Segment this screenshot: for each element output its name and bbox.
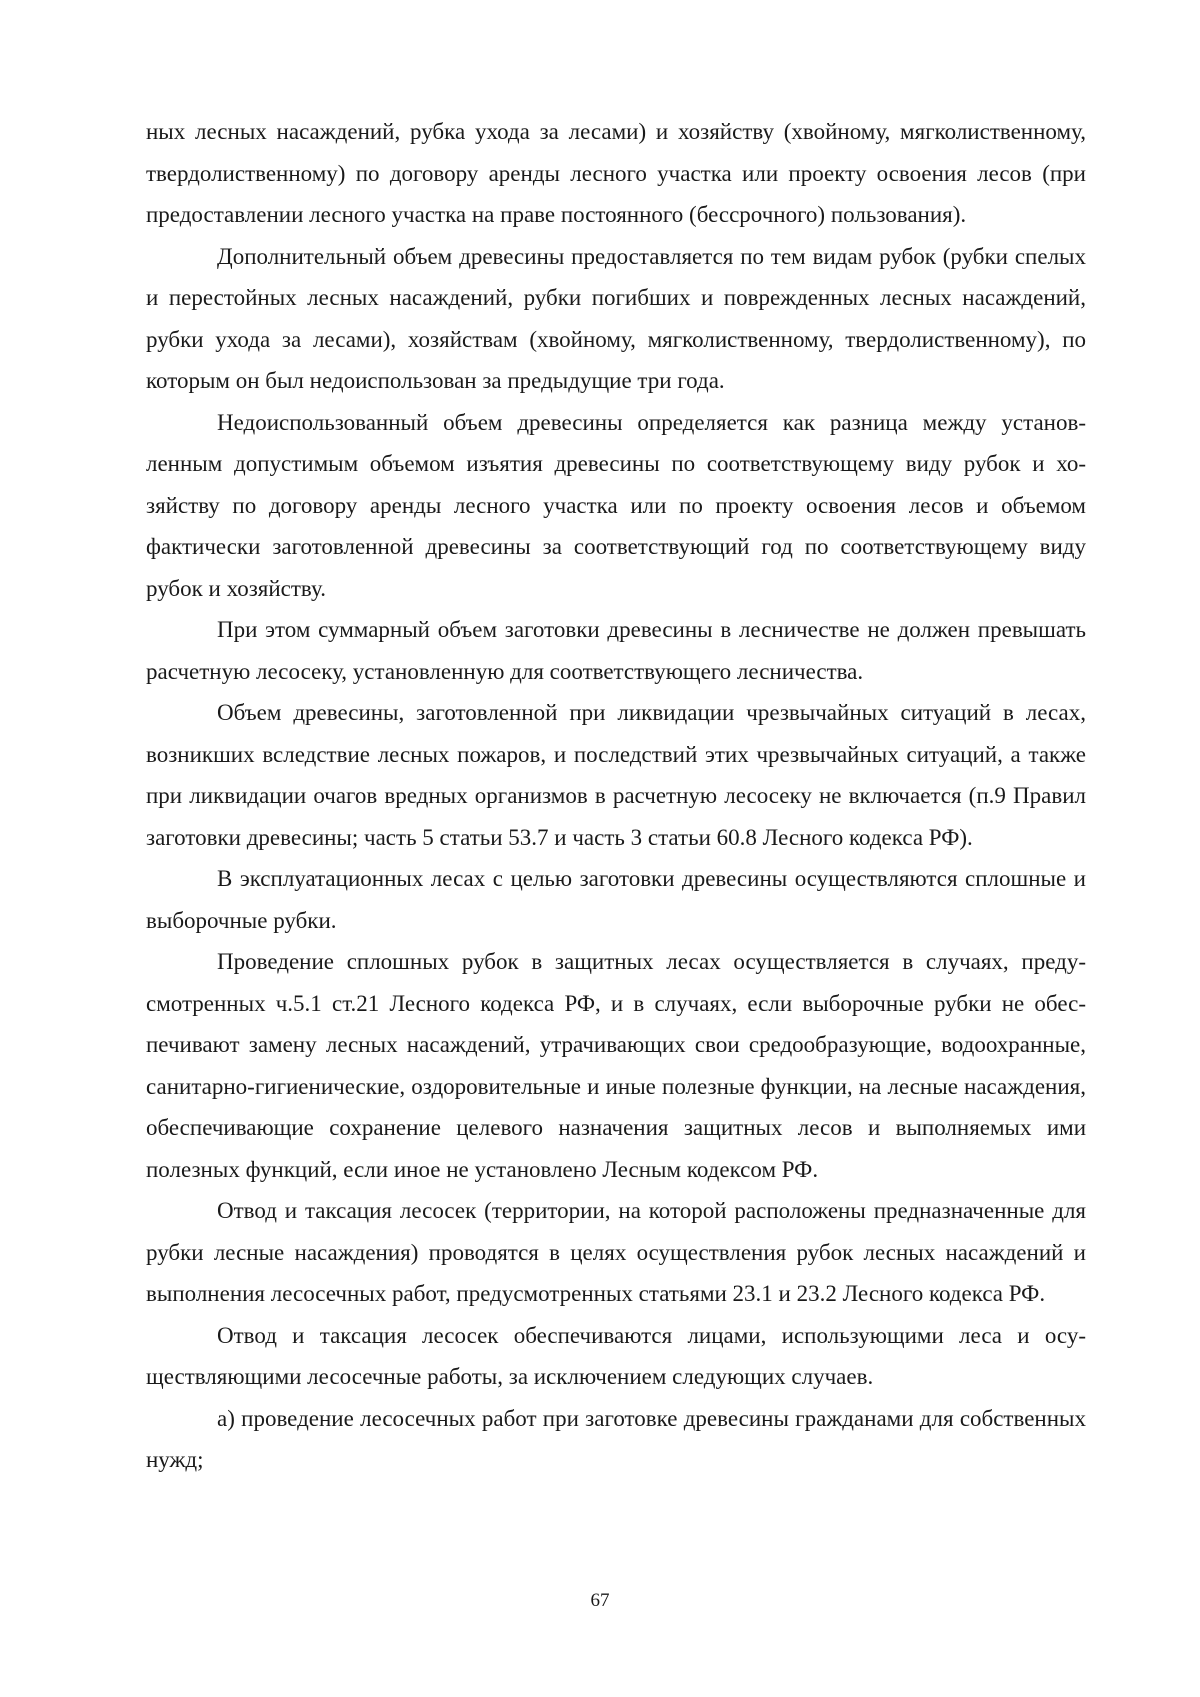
paragraph-6: В эксплуатационных лесах с целью заготовки древесины осуществляются сплошные и выборочные рубки. <box>146 866 1086 933</box>
paragraph-3: Недоиспользованный объем древесины определяется как разница между установленным допустимым объемом изъятия древесины по соответствующему виду рубок и хозяйству по договору аренды лесного участка или по проекту освоения лесов и объемом фактически заготовленной древесины за соответствующий год по соответствующему виду рубок и хозяйству. <box>146 409 1086 601</box>
paragraph-10: а) проведение лесосечных работ при заготовке древесины гражданами для собственных нужд; <box>146 1405 1086 1472</box>
paragraph-5: Объем древесины, заготовленной при ликвидации чрезвычайных ситуаций в лесах, возникших вследствие лесных пожаров, и последствий этих чрезвычайных ситуаций, а также при ликвидации очагов вредных организмов в расчетную лесосеку не включается (п.9 Правил заготовки древесины; часть 5 статьи 53.7 и часть 3 статьи 60.8 Лесного кодекса РФ). <box>146 700 1086 850</box>
paragraph-9: Отвод и таксация лесосек обеспечиваются лицами, использующими леса и осуществляющими лесосечные работы, за исключением следующих случаев. <box>146 1322 1086 1389</box>
document-body <box>146 111 1086 1481</box>
paragraph-7: Проведение сплошных рубок в защитных лесах осуществляется в случаях, предусмотренных ч.5.1 ст.21 Лесного кодекса РФ, и в случаях, если выборочные рубки не обеспечивают замену лесных насаждений, утрачивающих свои средообразующие, водоохранные, санитарно-гигиенические, оздоровительные и иные полезные функции, на лесные насаждения, обеспечивающие сохранение целевого назначения защитных лесов и выполняемых ими полезных функций, если иное не установлено Лесным кодексом РФ. <box>146 949 1086 1182</box>
paragraph-4: При этом суммарный объем заготовки древесины в лесничестве не должен превышать расчетную лесосеку, установленную для соответствующего лесничества. <box>146 617 1086 684</box>
paragraph-1: ных лесных насаждений, рубка ухода за лесами) и хозяйству (хвойному, мягколиственному, твердолиственному) по договору аренды лесного участка или проекту освоения лесов (при предоставлении лесного участка на праве постоянного (бессрочного) пользования). <box>146 119 1086 227</box>
page-number: 67 <box>590 1590 610 1611</box>
paragraph-2: Дополнительный объем древесины предоставляется по тем видам рубок (рубки спелых и перестойных лесных насаждений, рубки погибших и поврежденных лесных насаждений, рубки ухода за лесами), хозяйствам (хвойному, мягколиственному, твердолиственному), по которым он был недоиспользован за предыдущие три года. <box>146 243 1086 393</box>
paragraph-8: Отвод и таксация лесосек (территории, на которой расположены предназначенные для рубки лесные насаждения) проводятся в целях осуществления рубок лесных насаждений и выполнения лесосечных работ, предусмотренных статьями 23.1 и 23.2 Лесного кодекса РФ. <box>146 1198 1086 1306</box>
